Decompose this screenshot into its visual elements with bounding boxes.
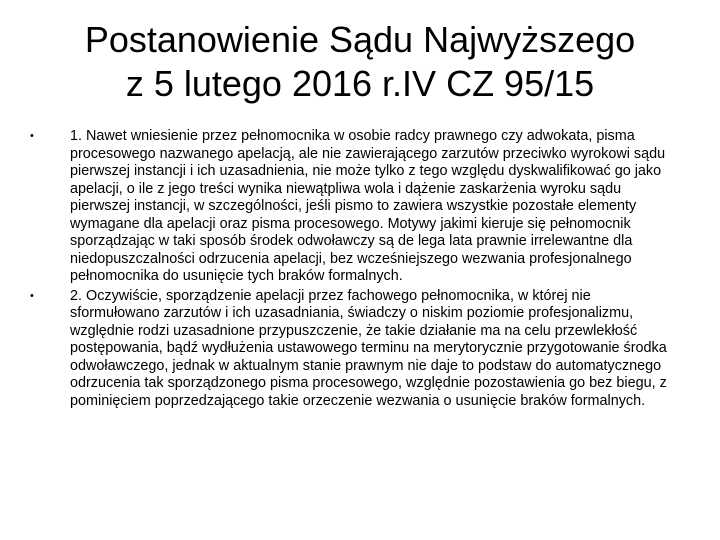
slide-title (40, 18, 680, 106)
list-item (30, 128, 680, 286)
title-line-1: Postanowienie Sądu Najwyższego (84, 19, 636, 60)
bullet-list (30, 128, 680, 412)
bullet-text: 1. Nawet wniesienie przez pełnomocnika w osobie radcy prawnego czy adwokata, pisma procesowego nazwanego apelacją, ale nie zawierającego zarzutów przeciwko wyrokowi sądu pierwszej instancji i ich uzasadnienia, nie może tylko z tego względu dyskwalifikować go jako apelacji, o ile z jego treści wynika niewątpliwa wola i dążenie zaskarżenia wyroku sądu pierwszej instancji, w szczególności, jeśli pismo to zawiera wszystkie pozostałe elementy wymagane dla apelacji oraz pisma procesowego. Motywy jakimi kieruje się pełnomocnik sporządzając w taki sposób środek odwoławczy są de lega lata prawnie irrelewantne dla niedopuszczalności odrzucenia apelacji, bez wcześniejszego wezwania profesjonalnego pełnomocnika do usunięcie tych braków formalnych. (70, 128, 666, 284)
bullet-icon: • (30, 289, 34, 302)
bullet-text: 2. Oczywiście, sporządzenie apelacji przez fachowego pełnomocnika, w której nie sformułowano zarzutów i ich uzasadniania, świadczy o niskim poziomie profesjonalizmu, względnie rodzi uzasadnione przypuszczenie, że takie działanie ma na celu przewlekłość postępowania, bądź wydłużenia ustawowego terminu na merytorycznie przygotowanie środka odwoławczego, jednak w aktualnym stanie prawnym nie daje to podstaw do automatycznego odrzucenia tak sporządzonego pisma procesowego, względnie pozostawienia go bez biegu, z pominięciem poprzedzającego takie orzeczenie wezwania o usunięcie braków formalnych. (70, 287, 667, 409)
bullet-icon: • (30, 130, 34, 142)
title-line-2: z 5 lutego 2016 r.IV CZ 95/15 (125, 63, 595, 104)
list-item (30, 288, 680, 411)
